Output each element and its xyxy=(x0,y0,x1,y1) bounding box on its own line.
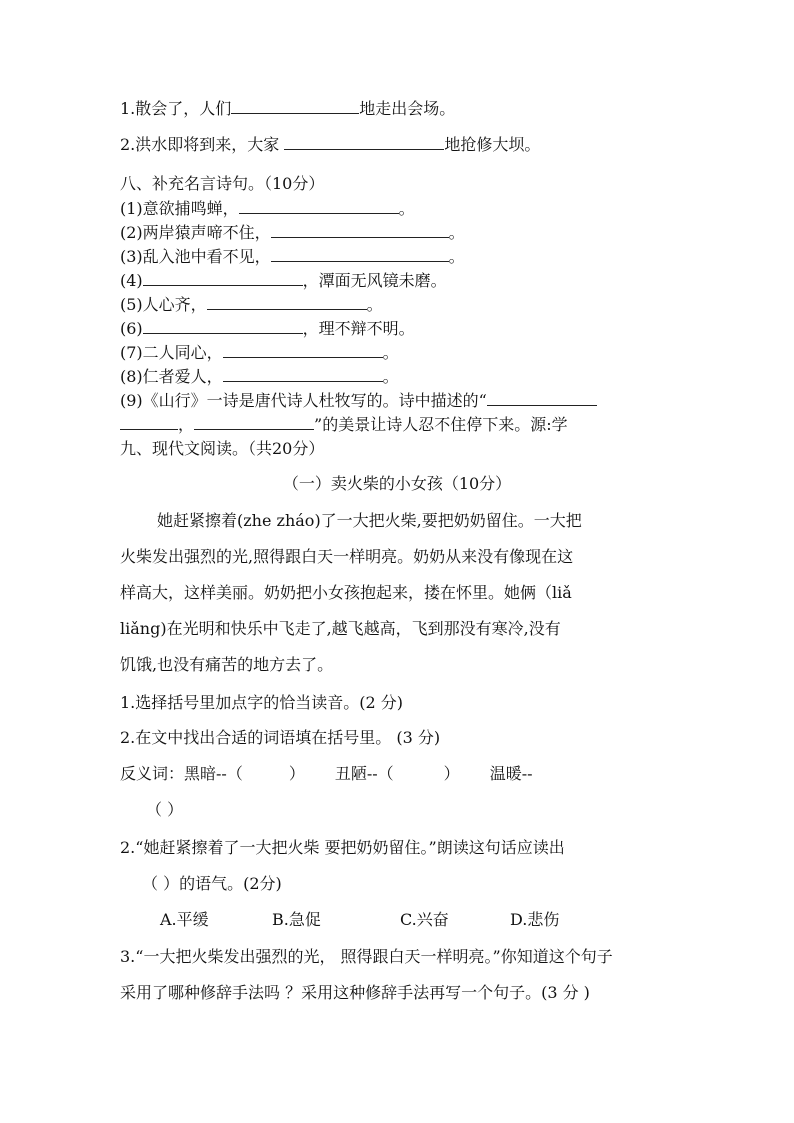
poem-item-prefix: (1)意欲捕鸣蝉， xyxy=(120,199,239,218)
antonym-warm-label: 温暖-- xyxy=(489,764,533,783)
option-c[interactable]: C.兴奋 xyxy=(400,910,449,929)
passage-line: 饥饿,也没有痛苦的地方去了。 xyxy=(120,655,334,674)
option-d[interactable]: D.悲伤 xyxy=(510,910,560,929)
antonym-ugly-label: 丑陋--（ xyxy=(334,764,394,783)
answer-blank[interactable] xyxy=(231,98,359,114)
poem-item-9-line-1 xyxy=(120,390,597,412)
answer-blank[interactable] xyxy=(284,134,444,150)
poem-item-suffix: 。 xyxy=(448,223,465,242)
bracket-close: ） xyxy=(288,764,305,783)
poem-item-suffix: ，潭面无风镜未磨。 xyxy=(302,271,447,290)
answer-blank[interactable] xyxy=(143,270,303,286)
question-1: 1.选择括号里加点字的恰当读音。(2 分) xyxy=(120,693,404,712)
passage-title: （一）卖火柴的小女孩（10分） xyxy=(282,474,512,493)
poem-item-9-line-2 xyxy=(120,414,568,436)
bracket-close: ） xyxy=(443,764,460,783)
section-8-heading: 八、补充名言诗句。（10分） xyxy=(120,174,325,193)
poem-item-suffix: 。 xyxy=(382,343,399,362)
choice-options xyxy=(160,909,559,931)
poem-item-prefix: (7)二人同心， xyxy=(120,343,223,362)
answer-blank[interactable] xyxy=(487,390,597,406)
poem-item-5 xyxy=(120,294,383,316)
section-9-heading: 九、现代文阅读。（共20分） xyxy=(120,439,325,458)
answer-blank[interactable] xyxy=(194,414,314,430)
answer-blank[interactable] xyxy=(239,198,399,214)
poem-item-suffix: 。 xyxy=(398,199,415,218)
antonym-warm-blank[interactable]: （ ） xyxy=(146,800,184,819)
poem-item-9-text: (9)《山行》一诗是唐代诗人杜牧写的。诗中描述的“ xyxy=(120,391,487,410)
poem-item-prefix: (2)两岸猿声啼不住， xyxy=(120,223,271,242)
question-3-line-2: 采用了哪种修辞手法吗 ？采用这种修辞手法再写一个句子。(3 分 ) xyxy=(120,983,590,1002)
poem-item-9-comma: ， xyxy=(178,415,195,434)
question-2b-line-2: （ ）的语气。(2分) xyxy=(142,874,282,893)
question-2b-line-1: 2.“她赶紧擦着了一大把火柴 要把奶奶留住。”朗读这句话应读出 xyxy=(120,838,565,857)
question-2: 2.在文中找出合适的词语填在括号里。 (3 分) xyxy=(120,728,441,747)
option-b[interactable]: B.急促 xyxy=(272,910,321,929)
poem-item-prefix: (6) xyxy=(120,319,143,338)
answer-blank[interactable] xyxy=(143,318,303,334)
answer-blank[interactable] xyxy=(271,246,449,262)
answer-blank[interactable] xyxy=(271,222,449,238)
answer-blank[interactable] xyxy=(223,366,383,382)
passage-line: 她赶紧擦着(zhe zháo)了一大把火柴,要把奶奶留住。一大把 xyxy=(157,511,582,530)
q7-item-2-text: 2.洪水即将到来，大家 xyxy=(120,135,285,154)
passage-line: liǎng)在光明和快乐中飞走了,越飞越高，飞到那没有寒冷,没有 xyxy=(120,619,561,638)
q7-item-2 xyxy=(120,134,540,156)
poem-item-4 xyxy=(120,270,447,292)
poem-item-9-end: ”的美景让诗人忍不住停下来。源:学 xyxy=(314,415,568,434)
q7-item-1-end: 地走出会场。 xyxy=(359,99,456,118)
poem-item-suffix: 。 xyxy=(448,247,465,266)
poem-item-suffix: ，理不辩不明。 xyxy=(302,319,415,338)
reading-passage xyxy=(120,503,665,683)
poem-item-prefix: (4) xyxy=(120,271,143,290)
poem-item-prefix: (5)人心齐， xyxy=(120,295,207,314)
antonyms-row xyxy=(120,763,533,785)
poem-item-3 xyxy=(120,246,465,268)
passage-line: 样高大，这样美丽。奶奶把小女孩抱起来，搂在怀里。她俩（liǎ xyxy=(120,583,572,602)
q7-item-2-end: 地抢修大坝。 xyxy=(444,135,541,154)
poem-item-7 xyxy=(120,342,399,364)
q7-item-1-text: 1.散会了，人们 xyxy=(120,99,232,118)
answer-blank[interactable] xyxy=(207,294,367,310)
poem-item-6 xyxy=(120,318,415,340)
poem-item-prefix: (3)乱入池中看不见， xyxy=(120,247,271,266)
answer-blank[interactable] xyxy=(223,342,383,358)
poem-item-2 xyxy=(120,222,465,244)
passage-line: 火柴发出强烈的光,照得跟白天一样明亮。奶奶从来没有像现在这 xyxy=(120,547,574,566)
poem-item-prefix: (8)仁者爱人， xyxy=(120,367,223,386)
q7-item-1 xyxy=(120,98,455,120)
poem-item-suffix: 。 xyxy=(382,367,399,386)
question-3-line-1: 3.“一大把火柴发出强烈的光， 照得跟白天一样明亮。”你知道这个句子 xyxy=(120,947,613,966)
antonym-dark-label: 反义词：黑暗--（ xyxy=(120,764,243,783)
poem-item-8 xyxy=(120,366,399,388)
answer-blank[interactable] xyxy=(120,414,178,430)
poem-item-suffix: 。 xyxy=(366,295,383,314)
option-a[interactable]: A.平缓 xyxy=(160,910,209,929)
poem-item-1 xyxy=(120,198,415,220)
